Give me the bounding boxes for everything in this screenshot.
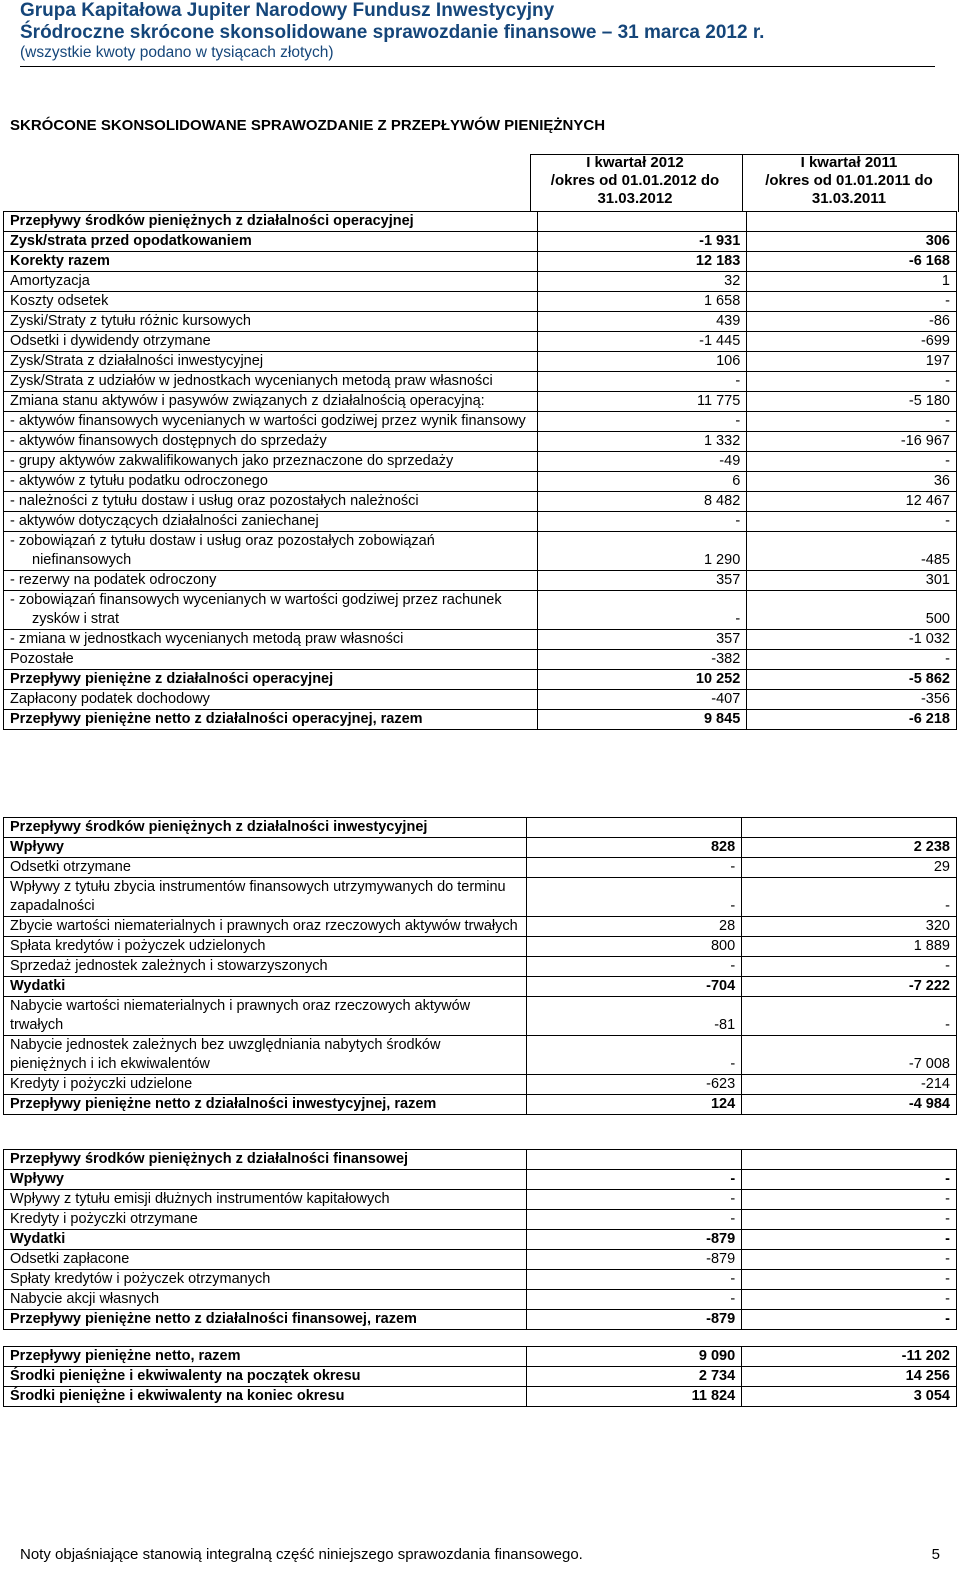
value-2012: - [527,1190,742,1210]
value-2012: 2 734 [527,1367,742,1387]
table-row [4,232,957,252]
value-2012: -704 [527,977,742,997]
value-2011: 301 [747,571,957,591]
value-2012: 357 [537,571,747,591]
row-label: Spłata kredytów i pożyczek udzielonych [4,937,527,957]
row-label: - aktywów finansowych dostępnych do sprzedaży [4,432,538,452]
table-row [4,571,957,591]
value-2012: 11 824 [527,1387,742,1407]
table-row [4,252,957,272]
header-rule [20,66,935,67]
value-2012: 800 [527,937,742,957]
value-2012: -879 [527,1250,742,1270]
page-title: SKRÓCONE SKONSOLIDOWANE SPRAWOZDANIE Z PRZEPŁYWÓW PIENIĘŻNYCH [10,117,606,134]
value-2011: - [747,412,957,432]
value-2012: -879 [527,1310,742,1330]
row-label: - zobowiązań z tytułu dostaw i usług oraz pozostałych zobowiązań niefinansowych [4,532,538,571]
row-label: Przepływy pieniężne z działalności operacyjnej [4,670,538,690]
row-label: Przepływy pieniężne netto z działalności inwestycyjnej, razem [4,1095,527,1115]
value-2011: 3 054 [742,1387,957,1407]
row-label: Odsetki zapłacone [4,1250,527,1270]
value-2012: - [537,372,747,392]
value-2011: - [742,1170,957,1190]
row-label: Spłaty kredytów i pożyczek otrzymanych [4,1270,527,1290]
value-2011: - [742,1190,957,1210]
value-2011: 500 [747,591,957,630]
table-row [4,838,957,858]
summary-table [3,1346,957,1407]
value-2012: 9 090 [527,1347,742,1367]
value-2011: -6 168 [747,252,957,272]
row-label: Zysk/strata przed opodatkowaniem [4,232,538,252]
row-label: Przepływy pieniężne netto z działalności finansowej, razem [4,1310,527,1330]
value-2012: 10 252 [537,670,747,690]
company-name: Grupa Kapitałowa Jupiter Narodowy Fundusz Inwestycyjny [20,0,555,21]
table-row [4,710,957,730]
value-2011: -5 180 [747,392,957,412]
page-number: 5 [931,1546,940,1563]
row-label: Odsetki otrzymane [4,858,527,878]
table-row [4,690,957,710]
value-2011: -7 008 [742,1036,957,1075]
value-2012: - [527,1170,742,1190]
value-2011: - [747,650,957,670]
value-2011: - [742,997,957,1036]
row-label: Środki pieniężne i ekwiwalenty na początek okresu [4,1367,527,1387]
value-2012: 1 332 [537,432,747,452]
value-2012: 106 [537,352,747,372]
row-label: Kredyty i pożyczki otrzymane [4,1210,527,1230]
table-row [4,492,957,512]
value-2011: 12 467 [747,492,957,512]
row-label: Wpływy z tytułu zbycia instrumentów finansowych utrzymywanych do terminu zapadalności [4,878,527,917]
row-label: Odsetki i dywidendy otrzymane [4,332,538,352]
value-2012: - [537,412,747,432]
currency-note: (wszystkie kwoty podano w tysiącach złotych) [20,44,334,61]
value-2011: 36 [747,472,957,492]
value-2011: 14 256 [742,1367,957,1387]
row-label: Kredyty i pożyczki udzielone [4,1075,527,1095]
table-row [4,1230,957,1250]
value-2011 [742,818,957,838]
table-row [4,392,957,412]
table-row [4,1170,957,1190]
value-2011: - [742,1250,957,1270]
value-2011: - [742,1310,957,1330]
value-2011: - [747,512,957,532]
row-label: Nabycie akcji własnych [4,1290,527,1310]
row-label: Wpływy [4,1170,527,1190]
table-row [4,1387,957,1407]
table-row [4,957,957,977]
value-2011: -6 218 [747,710,957,730]
value-2012: - [527,858,742,878]
row-label: Zyski/Straty z tytułu różnic kursowych [4,312,538,332]
table-row [4,997,957,1036]
value-2011: -11 202 [742,1347,957,1367]
value-2011: -5 862 [747,670,957,690]
value-2012 [537,212,747,232]
value-2012: 28 [527,917,742,937]
investing-activities-table [3,817,957,1115]
row-label: Przepływy pieniężne netto z działalności operacyjnej, razem [4,710,538,730]
value-2011: - [742,957,957,977]
table-row [4,292,957,312]
value-2011: -1 032 [747,630,957,650]
row-label: Nabycie jednostek zależnych bez uwzględniania nabytych środków pieniężnych i ich ekwiwalentów [4,1036,527,1075]
footer-note: Noty objaśniające stanowią integralną część niniejszego sprawozdania finansowego. [20,1546,583,1563]
row-label: Zysk/Strata z udziałów w jednostkach wycenianych metodą praw własności [4,372,538,392]
value-2011: - [742,1290,957,1310]
value-2011 [742,1150,957,1170]
value-2012: 1 658 [537,292,747,312]
row-label: Środki pieniężne i ekwiwalenty na koniec okresu [4,1387,527,1407]
value-2011: 197 [747,352,957,372]
table-row [4,412,957,432]
value-2011: 2 238 [742,838,957,858]
table-row [4,1250,957,1270]
table-row [4,858,957,878]
row-label: - aktywów z tytułu podatku odroczonego [4,472,538,492]
document-header [20,0,935,62]
value-2012: -1 445 [537,332,747,352]
row-label: - należności z tytułu dostaw i usług oraz pozostałych należności [4,492,538,512]
value-2012: 439 [537,312,747,332]
table-row [4,352,957,372]
value-2011: 306 [747,232,957,252]
table-row [4,630,957,650]
table-row [4,312,957,332]
value-2012: - [537,512,747,532]
value-2011 [747,212,957,232]
operating-activities-table [3,211,957,730]
row-label: Zbycie wartości niematerialnych i prawnych oraz rzeczowych aktywów trwałych [4,917,527,937]
report-name: Śródroczne skrócone skonsolidowane sprawozdanie finansowe – 31 marca 2012 r. [20,22,765,43]
value-2012: -623 [527,1075,742,1095]
table-row [4,512,957,532]
value-2011: - [742,878,957,917]
column-header-2011: I kwartał 2011 /okres od 01.01.2011 do 31.03.2011 [765,154,933,207]
row-label: Nabycie wartości niematerialnych i prawnych oraz rzeczowych aktywów trwałych [4,997,527,1036]
value-2012: 8 482 [537,492,747,512]
row-label: - zmiana w jednostkach wycenianych metodą praw własności [4,630,538,650]
value-2011: - [742,1230,957,1250]
row-label: Pozostałe [4,650,538,670]
table-row [4,1036,957,1075]
table-row [4,1150,957,1170]
value-2012: -49 [537,452,747,472]
row-label: Przepływy pieniężne netto, razem [4,1347,527,1367]
row-label: Wydatki [4,977,527,997]
value-2011: -214 [742,1075,957,1095]
table-row [4,1290,957,1310]
row-label: Przepływy środków pieniężnych z działalności finansowej [4,1150,527,1170]
table-row [4,670,957,690]
value-2012: 6 [537,472,747,492]
table-row [4,878,957,917]
table-row [4,917,957,937]
value-2011: -485 [747,532,957,571]
page-footer [20,1546,940,1563]
value-2012: - [527,1270,742,1290]
row-label: - aktywów finansowych wycenianych w wartości godziwej przez wynik finansowy [4,412,538,432]
row-label: Sprzedaż jednostek zależnych i stowarzyszonych [4,957,527,977]
row-label: Korekty razem [4,252,538,272]
table-row [4,472,957,492]
table-row [4,1095,957,1115]
table-row [4,212,957,232]
table-row [4,591,957,630]
value-2011: -4 984 [742,1095,957,1115]
value-2011: - [742,1270,957,1290]
value-2011: 320 [742,917,957,937]
value-2011: 29 [742,858,957,878]
value-2012: -879 [527,1230,742,1250]
table-row [4,332,957,352]
value-2012: - [537,591,747,630]
table-row [4,1210,957,1230]
table-row [4,372,957,392]
row-label: - aktywów dotyczących działalności zaniechanej [4,512,538,532]
table-row [4,1367,957,1387]
value-2011: -7 222 [742,977,957,997]
table-row [4,532,957,571]
value-2011: - [742,1210,957,1230]
column-header-2012: I kwartał 2012 /okres od 01.01.2012 do 31.03.2012 [550,154,720,207]
table-row [4,1075,957,1095]
value-2012: -382 [537,650,747,670]
value-2011: -86 [747,312,957,332]
value-2012: 357 [537,630,747,650]
row-label: - grupy aktywów zakwalifikowanych jako przeznaczone do sprzedaży [4,452,538,472]
table-row [4,937,957,957]
row-label: Zysk/Strata z działalności inwestycyjnej [4,352,538,372]
value-2012: 1 290 [537,532,747,571]
value-2011: -356 [747,690,957,710]
value-2012: - [527,1210,742,1230]
value-2012: 828 [527,838,742,858]
table-row [4,1270,957,1290]
table-row [4,432,957,452]
value-2012: -1 931 [537,232,747,252]
value-2011: -16 967 [747,432,957,452]
value-2012: 12 183 [537,252,747,272]
value-2011: - [747,292,957,312]
table-row [4,818,957,838]
value-2012: 32 [537,272,747,292]
value-2012: - [527,1290,742,1310]
financing-activities-table [3,1149,957,1330]
value-2012: -81 [527,997,742,1036]
value-2011: - [747,452,957,472]
value-2012: 124 [527,1095,742,1115]
table-row [4,272,957,292]
row-label: Przepływy środków pieniężnych z działalności inwestycyjnej [4,818,527,838]
value-2011: -699 [747,332,957,352]
table-row [4,1347,957,1367]
row-label: Przepływy środków pieniężnych z działalności operacyjnej [4,212,538,232]
value-2012: 11 775 [537,392,747,412]
table-row [4,1190,957,1210]
value-2011: - [747,372,957,392]
row-label: Koszty odsetek [4,292,538,312]
value-2012: -407 [537,690,747,710]
table-row [4,1310,957,1330]
value-2012 [527,1150,742,1170]
value-2012: - [527,957,742,977]
value-2012: - [527,878,742,917]
row-label: Zmiana stanu aktywów i pasywów związanych z działalnością operacyjną: [4,392,538,412]
value-2011: 1 889 [742,937,957,957]
table-row [4,977,957,997]
row-label: Wpływy [4,838,527,858]
table-row [4,452,957,472]
row-label: - rezerwy na podatek odroczony [4,571,538,591]
row-label: Wydatki [4,1230,527,1250]
row-label: - zobowiązań finansowych wycenianych w wartości godziwej przez rachunek zysków i strat [4,591,538,630]
value-2012 [527,818,742,838]
row-label: Zapłacony podatek dochodowy [4,690,538,710]
value-2012: 9 845 [537,710,747,730]
table-row [4,650,957,670]
value-2011: 1 [747,272,957,292]
value-2012: - [527,1036,742,1075]
row-label: Amortyzacja [4,272,538,292]
row-label: Wpływy z tytułu emisji dłużnych instrumentów kapitałowych [4,1190,527,1210]
